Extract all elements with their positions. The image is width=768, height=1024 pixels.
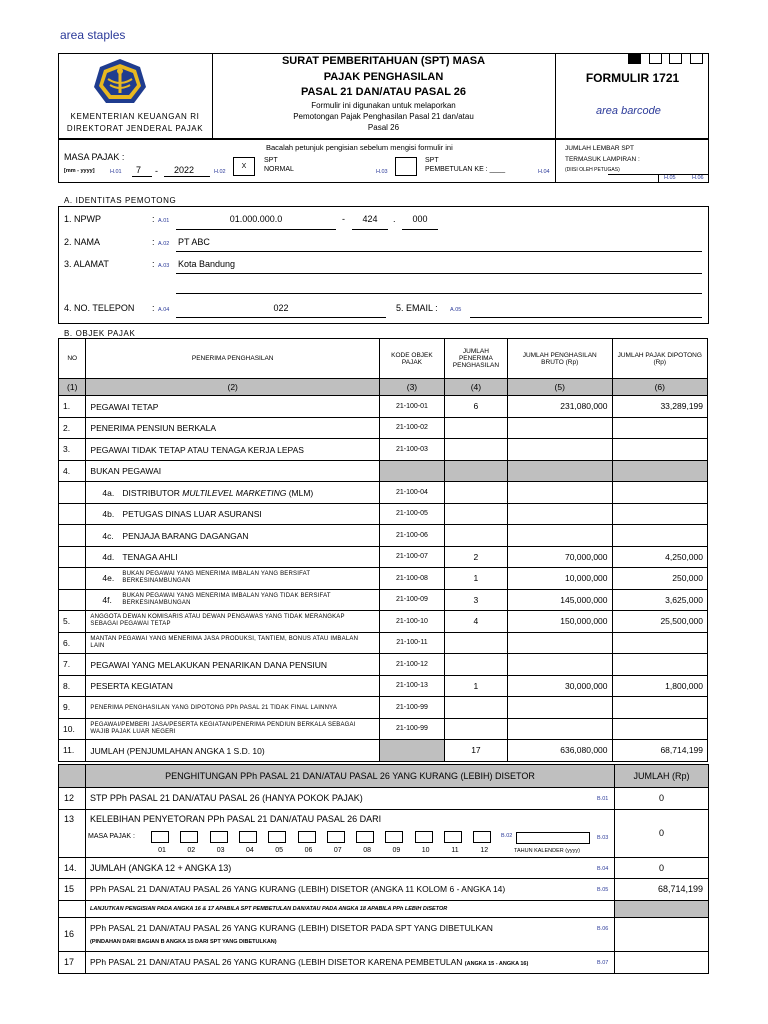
row-jumlah-penerima[interactable] (444, 718, 507, 740)
row-kode-objek: 21-100-01 (379, 396, 444, 418)
row-recipient-label: PENERIMA PENSIUN BERKALA (90, 423, 217, 434)
row-recipient (86, 439, 380, 461)
row-number (59, 525, 86, 547)
ministry-name: KEMENTERIAN KEUANGAN RI (70, 112, 200, 121)
row-12-value[interactable]: 0 (658, 793, 664, 803)
row-jumlah-penerima[interactable]: 2 (444, 546, 507, 568)
month-label: 10 (421, 847, 430, 854)
row-recipient (86, 697, 380, 719)
code-h03: H.03 (376, 169, 388, 175)
month-box[interactable] (298, 831, 316, 843)
row-pajak[interactable] (612, 697, 707, 719)
table-row (59, 460, 708, 482)
row-recipient (86, 675, 380, 697)
petugas-note: (DIISI OLEH PETUGAS) (565, 167, 620, 173)
row-recipient (86, 525, 380, 547)
row-recipient (86, 589, 380, 611)
tahun-kalender-label: TAHUN KALENDER (yyyy) (514, 848, 580, 854)
row-kode-objek: 21-100-05 (379, 503, 444, 525)
code-b04: B.04 (597, 866, 609, 872)
row-number: 4. (59, 460, 86, 482)
row-pajak[interactable]: 4,250,000 (612, 546, 707, 568)
row-recipient-label: BUKAN PEGAWAI YANG MENERIMA IMBALAN YANG TIDAK BERSIFAT BERKESINAMBUNGAN (122, 592, 331, 606)
row-recipient-label: DISTRIBUTOR MULTILEVEL MARKETING (MLM) (122, 487, 314, 498)
row-number (59, 503, 86, 525)
npwp-sep-2: . (393, 214, 396, 224)
code-a04: A.04 (158, 307, 170, 313)
table-row (59, 568, 708, 590)
row-kode-objek: 21-100-04 (379, 482, 444, 504)
row-pajak[interactable]: 68,714,199 (612, 740, 707, 762)
row-bruto[interactable] (507, 632, 612, 654)
row-jumlah-penerima[interactable] (444, 697, 507, 719)
row-jumlah-penerima[interactable] (444, 525, 507, 547)
code-b07: B.07 (597, 960, 609, 966)
row-bruto[interactable] (507, 417, 612, 439)
month-label: 04 (245, 847, 254, 854)
row-16-no: 16 (64, 929, 75, 939)
form-title-3: PASAL 21 DAN/ATAU PASAL 26 (300, 86, 467, 98)
row-recipient-label: PEGAWAI YANG MELAKUKAN PENARIKAN DANA PENSIUN (90, 659, 328, 670)
table-row (59, 503, 708, 525)
row-number (59, 589, 86, 611)
row-number: 8. (59, 675, 86, 697)
month-label: 09 (392, 847, 401, 854)
table-row (59, 718, 708, 740)
staples-label: area staples (60, 28, 126, 42)
month-box[interactable] (356, 831, 374, 843)
table-row (59, 740, 708, 762)
row-bruto[interactable]: 70,000,000 (507, 546, 612, 568)
code-b02: B.02 (501, 833, 513, 839)
row-sub-number: 4d. (102, 552, 115, 563)
month-box[interactable] (473, 831, 491, 843)
row-pajak[interactable]: 3,625,000 (612, 589, 707, 611)
month-label: 07 (333, 847, 342, 854)
row-recipient-label: TENAGA AHLI (122, 552, 178, 563)
table-row (59, 654, 708, 676)
jumlah-lembar-label-2: TERMASUK LAMPIRAN : (565, 156, 640, 163)
npwp-sep-1: - (342, 214, 345, 224)
code-h05: H.05 (664, 175, 676, 181)
row-jumlah-penerima[interactable] (444, 460, 507, 482)
row-pajak[interactable] (612, 503, 707, 525)
code-a05: A.05 (450, 307, 462, 313)
row-bruto[interactable] (507, 525, 612, 547)
col-index: (2) (86, 379, 380, 396)
table-row (59, 675, 708, 697)
row-recipient (86, 546, 380, 568)
masa-pajak-label: MASA PAJAK : (64, 152, 125, 162)
row-jumlah-penerima[interactable]: 3 (444, 589, 507, 611)
form-number: FORMULIR 1721 (585, 71, 680, 85)
form-desc-1: Formulir ini digunakan untuk melaporkan (311, 101, 456, 110)
col-index: (5) (507, 379, 612, 396)
npwp-colon: : (152, 214, 155, 224)
month-box[interactable] (180, 831, 198, 843)
row-jumlah-penerima[interactable]: 6 (444, 396, 507, 418)
npwp-branch[interactable]: 000 (412, 214, 428, 224)
row-number: 10. (59, 718, 86, 740)
row-number (59, 482, 86, 504)
npwp-kpp[interactable]: 424 (362, 214, 378, 224)
row-kode-objek: 21-100-08 (379, 568, 444, 590)
directorate-name: DIREKTORAT JENDERAL PAJAK (66, 124, 204, 133)
row-recipient (86, 503, 380, 525)
row-number: 5. (59, 611, 86, 633)
row-pajak[interactable] (612, 632, 707, 654)
telepon-label: 4. NO. TELEPON (64, 303, 135, 313)
row-recipient-label: PEGAWAI TIDAK TETAP ATAU TENAGA KERJA LEPAS (90, 444, 304, 455)
email-field[interactable] (470, 317, 702, 318)
row-recipient-label: PENERIMA PENGHASILAN YANG DIPOTONG PPh PASAL 21 TIDAK FINAL LAINNYA (90, 704, 338, 711)
month-label: 02 (187, 847, 196, 854)
alamat-colon: : (152, 259, 155, 269)
row-jumlah-penerima[interactable] (444, 654, 507, 676)
row-sub-number: 4c. (102, 530, 114, 541)
row-17-no: 17 (64, 957, 75, 967)
row-number (59, 546, 86, 568)
code-b03: B.03 (597, 835, 609, 841)
jumlah-lembar-label: JUMLAH LEMBAR SPT (565, 145, 634, 152)
calc-amount-header: JUMLAH (Rp) (633, 771, 690, 781)
row-bruto[interactable]: 145,000,000 (507, 589, 612, 611)
month-box[interactable] (415, 831, 433, 843)
tahun-kalender-input[interactable] (516, 832, 590, 844)
spt-pembetulan-label: SPT (425, 157, 439, 164)
row-jumlah-penerima[interactable]: 1 (444, 675, 507, 697)
section-a-title: A. IDENTITAS PEMOTONG (64, 196, 177, 205)
row-recipient-label: PESERTA KEGIATAN (90, 681, 173, 692)
row-jumlah-penerima[interactable]: 1 (444, 568, 507, 590)
col-index: (6) (612, 379, 707, 396)
table-row (59, 589, 708, 611)
row-bruto[interactable] (507, 697, 612, 719)
row-kode-objek: 21-100-09 (379, 589, 444, 611)
col-header-jumlah-penerima: JUMLAH PENERIMA PENGHASILAN (444, 339, 507, 379)
row-17-label: PPh PASAL 21 DAN/ATAU PASAL 26 YANG KURANG (LEBIH DISETOR KARENA PEMBETULAN (ANGKA 15 - ANGKA 16) (90, 957, 529, 967)
objek-pajak-table (58, 338, 708, 762)
row-recipient (86, 654, 380, 676)
row-recipient (86, 632, 380, 654)
row-kode-objek: 21-100-13 (379, 675, 444, 697)
row-recipient (86, 611, 380, 633)
row-15-value[interactable]: 68,714,199 (657, 884, 703, 894)
month-label: 06 (304, 847, 313, 854)
row-pajak[interactable] (612, 525, 707, 547)
masa-month[interactable]: 7 (136, 165, 142, 175)
table-row (59, 482, 708, 504)
spt-normal-checkbox[interactable]: X (233, 157, 255, 176)
yyyy-hint: (yyyy) (565, 848, 580, 854)
table-index-row (59, 379, 708, 396)
barcode-area: area barcode (596, 105, 661, 117)
code-h01: H.01 (110, 169, 122, 175)
row-bruto[interactable] (507, 460, 612, 482)
row-bruto[interactable]: 30,000,000 (507, 675, 612, 697)
code-b01: B.01 (597, 796, 609, 802)
kemenkeu-logo-icon (90, 57, 150, 109)
page-marker (649, 53, 662, 64)
masa-year[interactable]: 2022 (174, 165, 195, 175)
row-recipient (86, 740, 380, 762)
row-13-masa-label: MASA PAJAK : (88, 833, 135, 840)
table-header-row (59, 339, 708, 379)
nama-colon: : (152, 237, 155, 247)
row-recipient-label: PEGAWAI TETAP (90, 401, 159, 412)
col-header-kode: KODE OBJEK PAJAK (379, 339, 444, 379)
row-pajak[interactable] (612, 460, 707, 482)
row-12-label: STP PPh PASAL 21 DAN/ATAU PASAL 26 (HANYA POKOK PAJAK) (90, 793, 363, 803)
row-pajak[interactable]: 33,289,199 (612, 396, 707, 418)
col-index: (3) (379, 379, 444, 396)
row-kode-objek: 21-100-03 (379, 439, 444, 461)
row-16-label: PPh PASAL 21 DAN/ATAU PASAL 26 YANG KURANG (LEBIH) DISETOR PADA SPT YANG DIBETULKAN (90, 923, 493, 933)
col-header-bruto: JUMLAH PENGHASILAN BRUTO (Rp) (507, 339, 612, 379)
month-box[interactable] (327, 831, 345, 843)
month-box[interactable] (268, 831, 286, 843)
row-bruto[interactable] (507, 503, 612, 525)
masa-format: [mm - yyyy] (64, 168, 95, 174)
row-recipient-label: PENJAJA BARANG DAGANGAN (122, 530, 249, 541)
row-pajak[interactable]: 1,800,000 (612, 675, 707, 697)
code-b06: B.06 (597, 926, 609, 932)
form-title-1: SURAT PEMBERITAHUAN (SPT) MASA (281, 55, 486, 67)
row-sub-number: 4b. (102, 509, 115, 520)
row-recipient-label: BUKAN PEGAWAI (90, 466, 162, 477)
form-title-2: PAJAK PENGHASILAN (323, 71, 444, 83)
month-label: 05 (275, 847, 284, 854)
row-recipient-label: JUMLAH (PENJUMLAHAN ANGKA 1 S.D. 10) (90, 745, 265, 756)
pembetulan-ke-label: PEMBETULAN KE : ____ (425, 166, 506, 173)
row-recipient-label: ANGGOTA DEWAN KOMISARIS ATAU DEWAN PENGAWAS YANG TIDAK MERANGKAP SEBAGAI PEGAWAI TETAP (90, 614, 345, 628)
row-kode-objek: 21-100-99 (379, 718, 444, 740)
continuation-note: LANJUTKAN PENGISIAN PADA ANGKA 16 & 17 APABILA SPT PEMBETULAN DAN/ATAU PADA ANGKA 18 APABILA PPh LEBIH DISETOR (90, 906, 448, 912)
spt-normal-text: NORMAL (264, 166, 294, 173)
row-number: 3. (59, 439, 86, 461)
month-box[interactable] (444, 831, 462, 843)
form-desc-2: Pemotongan Pajak Penghasilan Pasal 21 dan/atau (293, 112, 474, 121)
col-index: (4) (444, 379, 507, 396)
row-kode-objek: 21-100-10 (379, 611, 444, 633)
table-row (59, 611, 708, 633)
row-13-no: 13 (64, 814, 75, 824)
instruction-note: Bacalah petunjuk pengisian sebelum mengisi formulir ini (266, 143, 453, 152)
npwp-value[interactable]: 01.000.000.0 (229, 214, 283, 224)
row-kode-objek: 21-100-11 (379, 632, 444, 654)
row-14-value[interactable]: 0 (658, 863, 664, 873)
row-jumlah-penerima[interactable]: 17 (444, 740, 507, 762)
code-h06: H.06 (692, 175, 704, 181)
row-sub-number: 4e. (102, 573, 115, 584)
row-sub-number: 4a. (102, 487, 115, 498)
calc-header: PENGHITUNGAN PPh PASAL 21 DAN/ATAU PASAL 26 YANG KURANG (LEBIH) DISETOR (165, 771, 535, 781)
row-recipient-label: PETUGAS DINAS LUAR ASURANSI (122, 509, 262, 520)
row-pajak[interactable] (612, 439, 707, 461)
spt-normal-label: SPT (264, 157, 278, 164)
spt-pembetulan-checkbox[interactable] (395, 157, 417, 176)
month-box[interactable] (385, 831, 403, 843)
section-b-title: B. OBJEK PAJAK (64, 329, 136, 338)
row-number: 1. (59, 396, 86, 418)
telepon-colon: : (152, 303, 155, 313)
col-header-penerima: PENERIMA PENGHASILAN (86, 339, 380, 379)
row-bruto[interactable]: 10,000,000 (507, 568, 612, 590)
table-row (59, 632, 708, 654)
row-jumlah-penerima[interactable]: 4 (444, 611, 507, 633)
month-label: 01 (158, 847, 166, 854)
form-desc-3: Pasal 26 (367, 123, 400, 132)
month-label: 08 (363, 847, 371, 854)
row-recipient (86, 568, 380, 590)
page-marker (690, 53, 703, 64)
row-recipient (86, 417, 380, 439)
row-recipient-label: MANTAN PEGAWAI YANG MENERIMA JASA PRODUKSI, TANTIEM, BONUS ATAU IMBALAN LAIN (90, 635, 359, 649)
col-index: (1) (59, 379, 86, 396)
row-jumlah-penerima[interactable] (444, 417, 507, 439)
row-jumlah-penerima[interactable] (444, 439, 507, 461)
row-bruto[interactable] (507, 439, 612, 461)
email-label: 5. EMAIL : (396, 303, 438, 313)
row-number: 6. (59, 632, 86, 654)
row-13-value[interactable]: 0 (658, 828, 664, 838)
row-recipient (86, 396, 380, 418)
code-a02: A.02 (158, 241, 170, 247)
row-pajak[interactable] (612, 718, 707, 740)
code-h04: H.04 (538, 169, 550, 175)
code-a03: A.03 (158, 263, 170, 269)
alamat-value[interactable]: Kota Bandung (178, 259, 236, 269)
row-jumlah-penerima[interactable] (444, 482, 507, 504)
row-kode-objek: 21-100-07 (379, 546, 444, 568)
month-label: 12 (480, 847, 489, 854)
row-pajak[interactable]: 250,000 (612, 568, 707, 590)
code-h02: H.02 (214, 169, 226, 175)
row-16-sublabel: (PINDAHAN DARI BAGIAN B ANGKA 15 DARI SPT YANG DIBETULKAN) (90, 939, 277, 945)
row-kode-objek: 21-100-02 (379, 417, 444, 439)
row-number (59, 568, 86, 590)
row-number: 11. (59, 740, 86, 762)
col-header-pajak: JUMLAH PAJAK DIPOTONG (Rp) (612, 339, 707, 379)
table-row (59, 546, 708, 568)
row-sub-number: 4f. (102, 594, 112, 605)
masa-dash: - (155, 166, 158, 176)
row-bruto[interactable]: 150,000,000 (507, 611, 612, 633)
row-bruto[interactable] (507, 654, 612, 676)
row-pajak[interactable] (612, 482, 707, 504)
page-marker-filled (628, 53, 641, 64)
table-row (59, 396, 708, 418)
nama-label: 2. NAMA (64, 237, 101, 247)
row-kode-objek (379, 460, 444, 482)
row-pajak[interactable] (612, 417, 707, 439)
row-kode-objek (379, 740, 444, 762)
nama-value[interactable]: PT ABC (178, 237, 210, 247)
row-number: 9. (59, 697, 86, 719)
code-a01: A.01 (158, 218, 170, 224)
row-number: 2. (59, 417, 86, 439)
row-kode-objek: 21-100-12 (379, 654, 444, 676)
npwp-label: 1. NPWP (64, 214, 102, 224)
alamat-label: 3. ALAMAT (64, 259, 109, 269)
row-17-sublabel: (ANGKA 15 - ANGKA 16) (464, 961, 529, 967)
row-kode-objek: 21-100-06 (379, 525, 444, 547)
row-jumlah-penerima[interactable] (444, 632, 507, 654)
row-kode-objek: 21-100-99 (379, 697, 444, 719)
row-recipient-label: BUKAN PEGAWAI YANG MENERIMA IMBALAN YANG BERSIFAT BERKESINAMBUNGAN (122, 571, 311, 585)
month-box[interactable] (239, 831, 257, 843)
row-recipient-label: PEGAWAI/PEMBERI JASA/PESERTA KEGIATAN/PENERIMA PENDIUN BERKALA SEBAGAI WAJIB PAJAK LUAR NEGERI (90, 721, 356, 735)
col-header-no: NO (59, 339, 86, 379)
row-15-no: 15 (64, 884, 75, 894)
page-marker (669, 53, 682, 64)
row-bruto[interactable] (507, 718, 612, 740)
row-number: 7. (59, 654, 86, 676)
row-15-label: PPh PASAL 21 DAN/ATAU PASAL 26 YANG KURANG (LEBIH) DISETOR (ANGKA 11 KOLOM 6 - ANGKA 14) (90, 884, 506, 894)
month-box[interactable] (210, 831, 228, 843)
row-pajak[interactable] (612, 654, 707, 676)
row-recipient (86, 718, 380, 740)
table-row (59, 697, 708, 719)
row-bruto[interactable]: 636,080,000 (507, 740, 612, 762)
row-14-label: JUMLAH (ANGKA 12 + ANGKA 13) (90, 863, 232, 873)
row-14-no: 14. (64, 863, 77, 873)
row-12-no: 12 (64, 793, 75, 803)
table-row (59, 439, 708, 461)
row-pajak[interactable]: 25,500,000 (612, 611, 707, 633)
row-recipient (86, 460, 380, 482)
month-label: 11 (451, 847, 459, 854)
month-box[interactable] (151, 831, 169, 843)
telepon-value[interactable]: 022 (273, 303, 289, 313)
row-bruto[interactable] (507, 482, 612, 504)
pembetulan-ke-input[interactable]: ____ (489, 166, 506, 173)
row-jumlah-penerima[interactable] (444, 503, 507, 525)
table-row (59, 525, 708, 547)
table-row (59, 417, 708, 439)
code-b05: B.05 (597, 887, 609, 893)
row-recipient (86, 482, 380, 504)
month-label: 03 (216, 847, 225, 854)
row-bruto[interactable]: 231,080,000 (507, 396, 612, 418)
row-13-label: KELEBIHAN PENYETORAN PPh PASAL 21 DAN/ATAU PASAL 26 DARI (90, 814, 382, 824)
